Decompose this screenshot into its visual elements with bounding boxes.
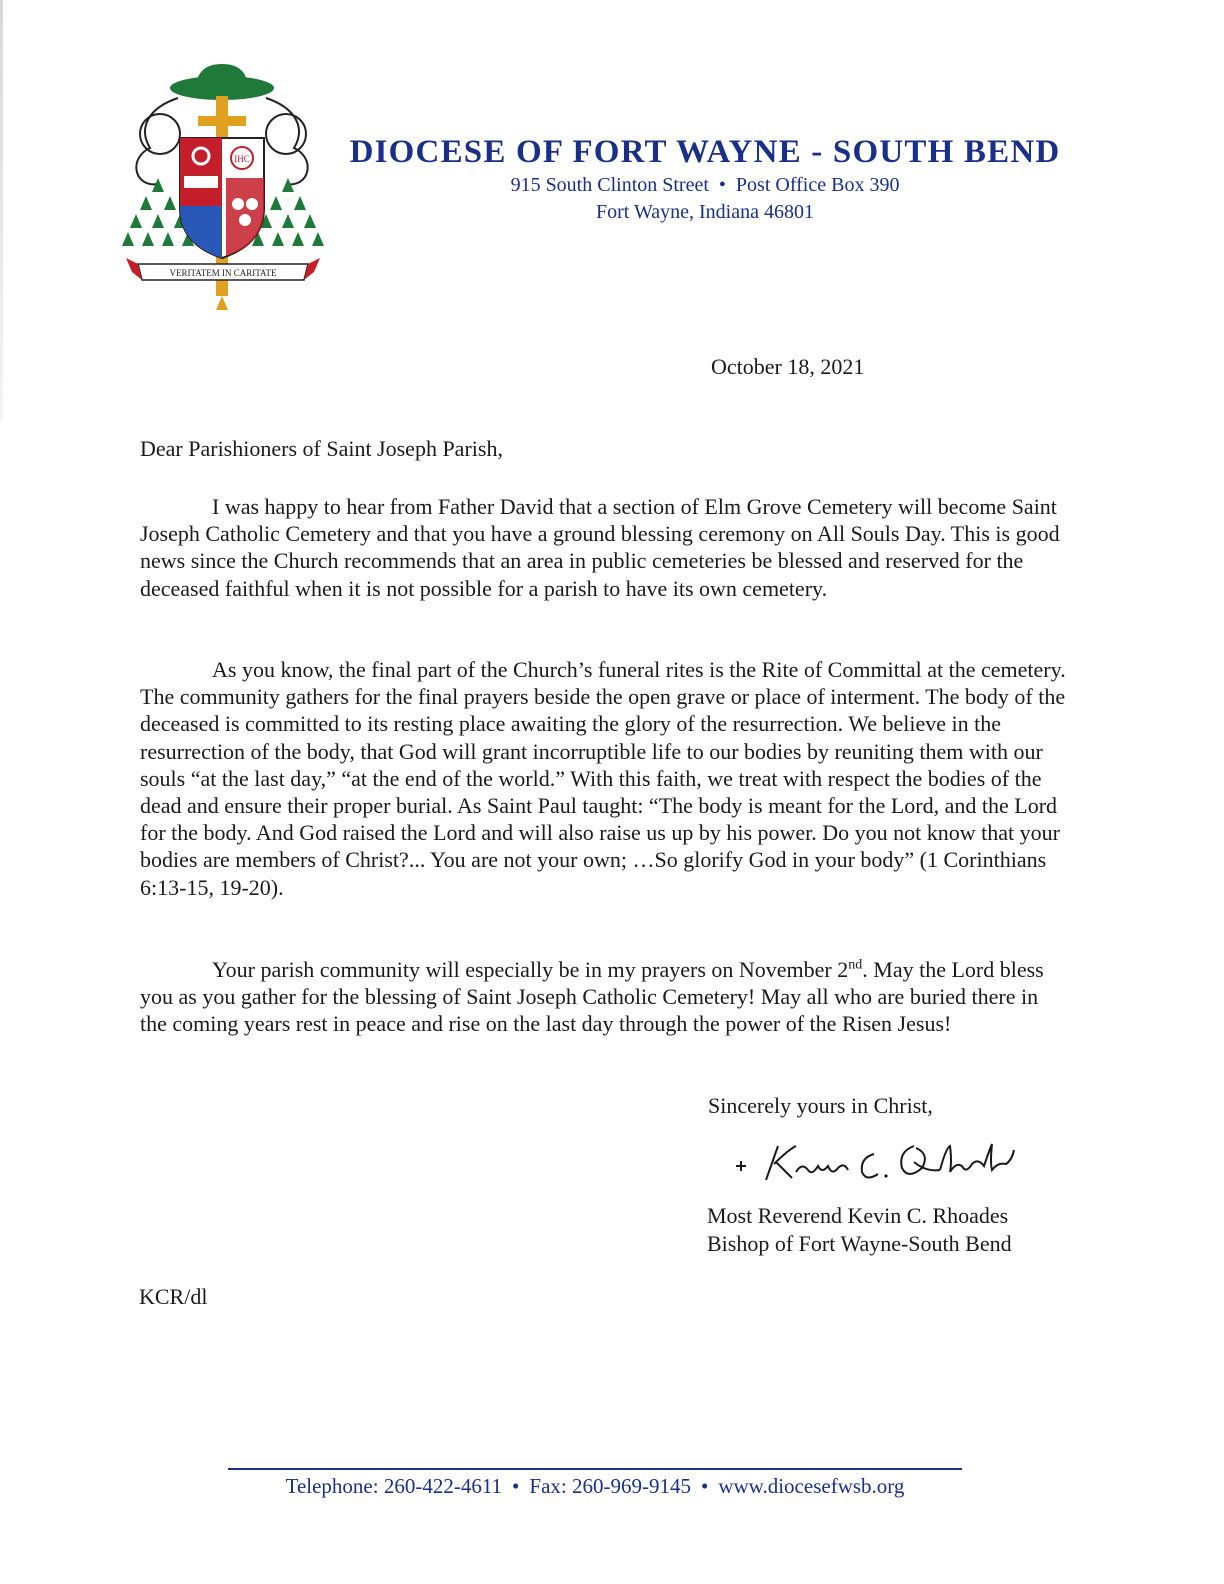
reference-initials: KCR/dl [139,1284,208,1309]
scan-edge [0,0,3,420]
signer-title: Bishop of Fort Wayne-South Bend [707,1231,1012,1256]
address-street-line [340,172,1070,199]
diocese-name: DIOCESE OF FORT WAYNE - SOUTH BEND [349,134,1061,170]
paragraph-3-part-2: . May the Lord bless you as you gather for the blessing of Saint Joseph Catholic Cemetery! May all who are buried there in the coming years rest in peace and rise on the last day through the power of the Risen Jesus! [140,957,1044,1037]
letterhead [340,132,1070,226]
address-city-line: Fort Wayne, Indiana 46801 [596,201,814,223]
bullet-separator: • [718,174,726,196]
ordinal-suffix: nd [848,957,863,973]
signer-block [707,1202,1012,1258]
handwritten-signature [726,1132,1016,1192]
footer-telephone: Telephone: 260-422-4611 [285,1474,503,1498]
bullet-separator: • [700,1474,709,1498]
paragraph-3 [140,956,1070,1038]
paragraph-3-part-1: Your parish community will especially be in my prayers on November 2 [212,957,849,982]
crest-motto: VERITATEM IN CARITATE [169,268,277,278]
diocese-coat-of-arms [118,58,328,320]
footer-divider [228,1468,962,1470]
paragraph-1: I was happy to hear from Father David that a section of Elm Grove Cemetery will become Saint Joseph Catholic Cemetery and that you have a ground blessing ceremony on All Souls Day. This is good news since the Church recommends that an area in public cemeteries be blessed and reserved for the deceased faithful when it is not possible for a parish to have its own cemetery. [140,494,1060,601]
paragraph-2: As you know, the final part of the Church’s funeral rites is the Rite of Committal at the cemetery. The community gathers for the final prayers beside the open grave or place of interment. The body of the deceased is committed to its resting place awaiting the glory of the resurrection. We believe in the resurrection of the body, that God will grant incorruptible life to our bodies by reuniting them with our souls “at the last day,” “at the end of the world.” With this faith, we treat with respect the bodies of the dead and ensure their proper burial. As Saint Paul taught: “The body is meant for the Lord, and the Lord for the body. And God raised the Lord and will also raise us up by his power. Do you not know that your bodies are members of Christ?... You are not your own; …So glorify God in your body” (1 Corinthians 6:13-15, 19-20). [140,657,1066,900]
crest-monogram: IHC [234,154,250,164]
footer-contact [228,1474,962,1499]
signer-name: Most Reverend Kevin C. Rhoades [707,1203,1009,1228]
letter-date: October 18, 2021 [711,354,865,379]
footer-website[interactable]: www.diocesefwsb.org [718,1474,905,1498]
closing: Sincerely yours in Christ, [708,1093,933,1118]
street-address: 915 South Clinton Street [510,174,709,196]
bullet-separator: • [512,1474,520,1498]
footer-fax: Fax: 260-969-9145 [529,1474,691,1498]
salutation: Dear Parishioners of Saint Joseph Parish, [140,436,503,461]
po-box: Post Office Box 390 [735,174,900,196]
